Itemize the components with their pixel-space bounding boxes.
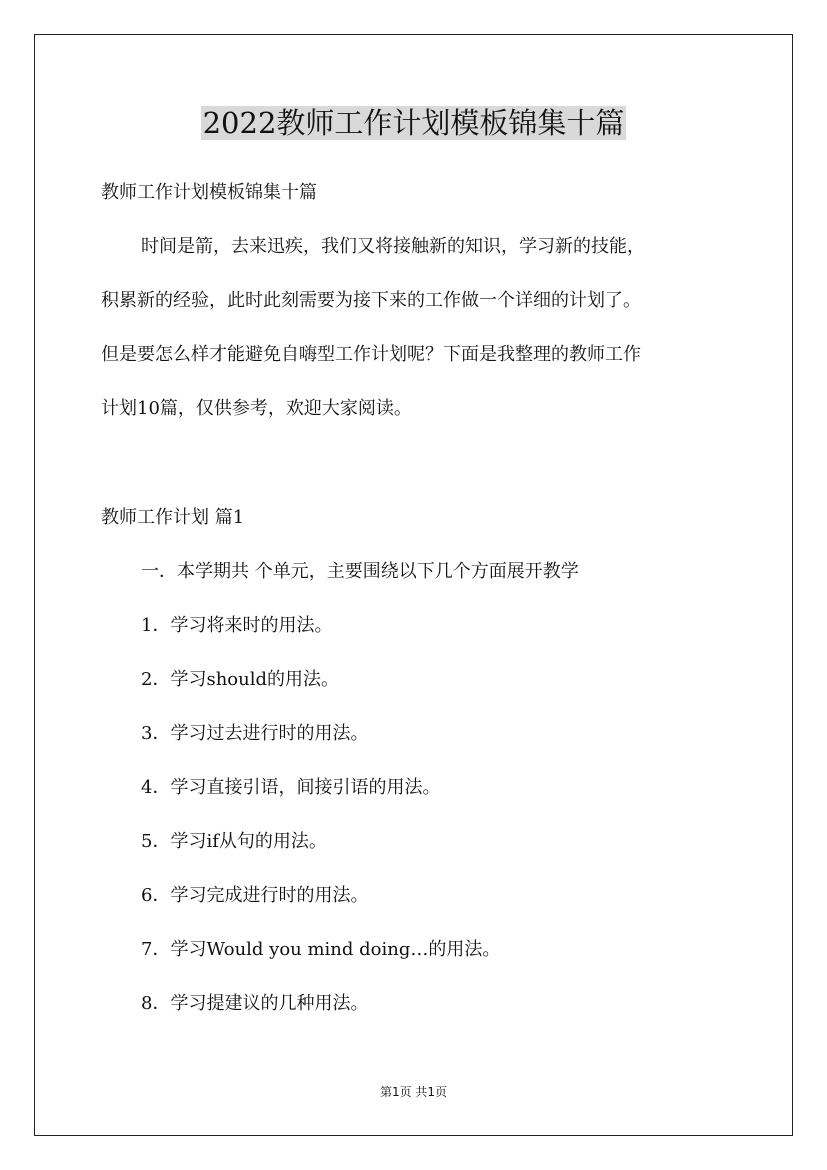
- section-intro: 一．本学期共 个单元，主要围绕以下几个方面展开教学: [141, 561, 579, 582]
- intro-line-4: 计划10篇，仅供参考，欢迎大家阅读。: [101, 398, 412, 419]
- page-footer: [0, 1083, 827, 1101]
- document-subtitle: 教师工作计划模板锦集十篇: [101, 182, 317, 203]
- list-item: 5．学习if从句的用法。: [141, 831, 327, 852]
- list-item: 4．学习直接引语，间接引语的用法。: [141, 777, 441, 798]
- list-item: 2．学习should的用法。: [141, 669, 339, 690]
- list-item: 8．学习提建议的几种用法。: [141, 993, 369, 1014]
- intro-line-2: 积累新的经验，此时此刻需要为接下来的工作做一个详细的计划了。: [101, 290, 641, 311]
- list-item: 3．学习过去进行时的用法。: [141, 723, 369, 744]
- document-title-text: 2022教师工作计划模板锦集十篇: [202, 106, 625, 140]
- list-item: 7．学习Would you mind doing…的用法。: [141, 939, 501, 960]
- list-item: 1．学习将来时的用法。: [141, 615, 333, 636]
- section-heading: 教师工作计划 篇1: [101, 507, 245, 528]
- document-title: [0, 103, 827, 143]
- intro-line-3: 但是要怎么样才能避免自嗨型工作计划呢？下面是我整理的教师工作: [101, 344, 641, 365]
- list-item: 6．学习完成进行时的用法。: [141, 885, 369, 906]
- intro-line-1: 时间是箭，去来迅疾，我们又将接触新的知识，学习新的技能，: [141, 236, 645, 257]
- page-indicator: 第1页 共1页: [379, 1085, 448, 1099]
